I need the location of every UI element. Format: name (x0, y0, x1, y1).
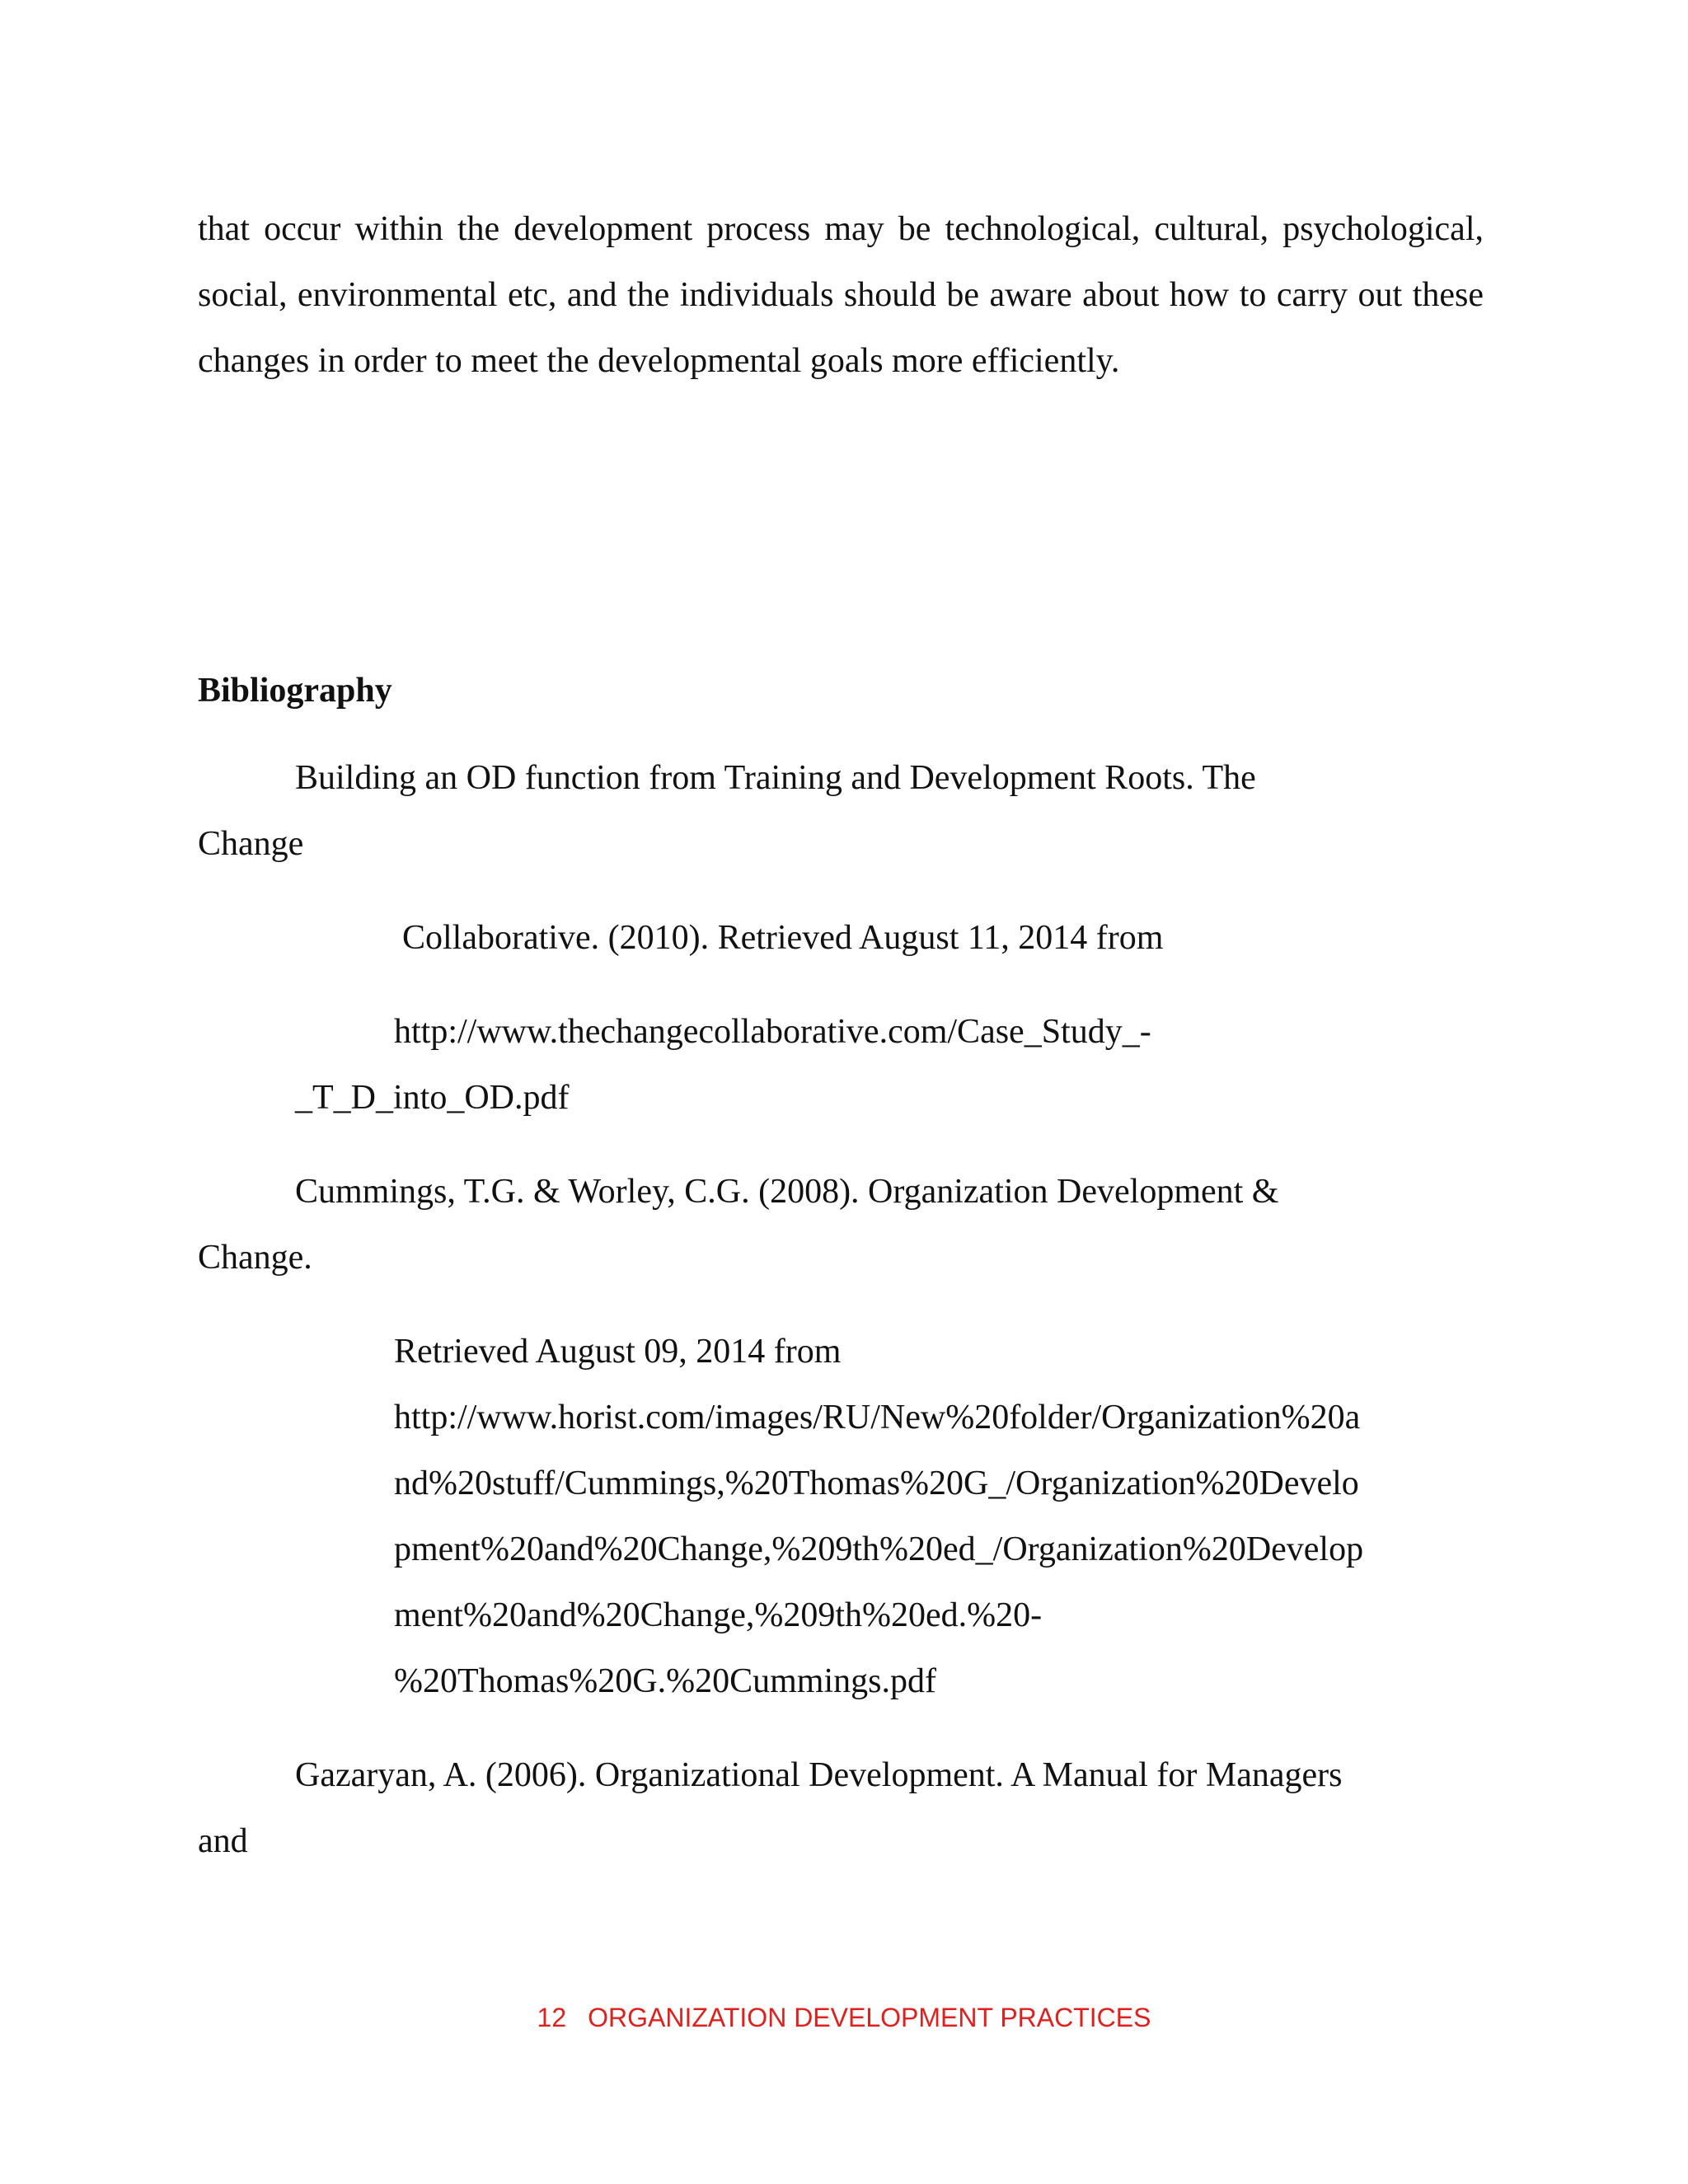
bib-entry-2-line-3: Retrieved August 09, 2014 from (394, 1333, 842, 1371)
bib-entry-3-line-2: and (198, 1822, 248, 1860)
bib-entry-1-url-line-1: http://www.thechangecollaborative.com/Case_Study_- (394, 1013, 1151, 1051)
running-title: ORGANIZATION DEVELOPMENT PRACTICES (588, 2003, 1151, 2032)
bib-entry-3-line-1: Gazaryan, A. (2006). Organizational Development. A Manual for Managers (295, 1756, 1343, 1794)
page-number: 12 (537, 2003, 567, 2032)
bib-entry-1-line-3: Collaborative. (2010). Retrieved August 11, 2014 from (402, 919, 1164, 957)
bib-entry-2-url-line-5: %20Thomas%20G.%20Cummings.pdf (394, 1662, 936, 1700)
bib-entry-2-line-1: Cummings, T.G. & Worley, C.G. (2008). Organization Development & (295, 1173, 1279, 1211)
bib-entry-2-line-2: Change. (198, 1239, 312, 1277)
body-paragraph: that occur within the development process may be technological, cultural, psychological, social, environmental etc, and the individuals should be aware about how to carry out these changes in order to meet the developmental goals more efficiently. (198, 210, 1484, 380)
bib-entry-2-url-line-1: http://www.horist.com/images/RU/New%20folder/Organization%20a (394, 1399, 1361, 1436)
bib-entry-2-url-line-2: nd%20stuff/Cummings,%20Thomas%20G_/Organization%20Develo (394, 1465, 1359, 1502)
bib-entry-1-url-line-2: _T_D_into_OD.pdf (295, 1079, 570, 1117)
bib-entry-2-url-line-3: pment%20and%20Change,%209th%20ed_/Organization%20Develop (394, 1530, 1364, 1568)
bibliography-heading: Bibliography (198, 672, 392, 710)
page-footer (0, 2001, 1688, 2034)
bib-entry-1-line-1: Building an OD function from Training and Development Roots. The (295, 759, 1256, 797)
bib-entry-2-url-line-4: ment%20and%20Change,%209th%20ed.%20- (394, 1596, 1043, 1634)
bib-entry-1-line-2: Change (198, 825, 304, 863)
